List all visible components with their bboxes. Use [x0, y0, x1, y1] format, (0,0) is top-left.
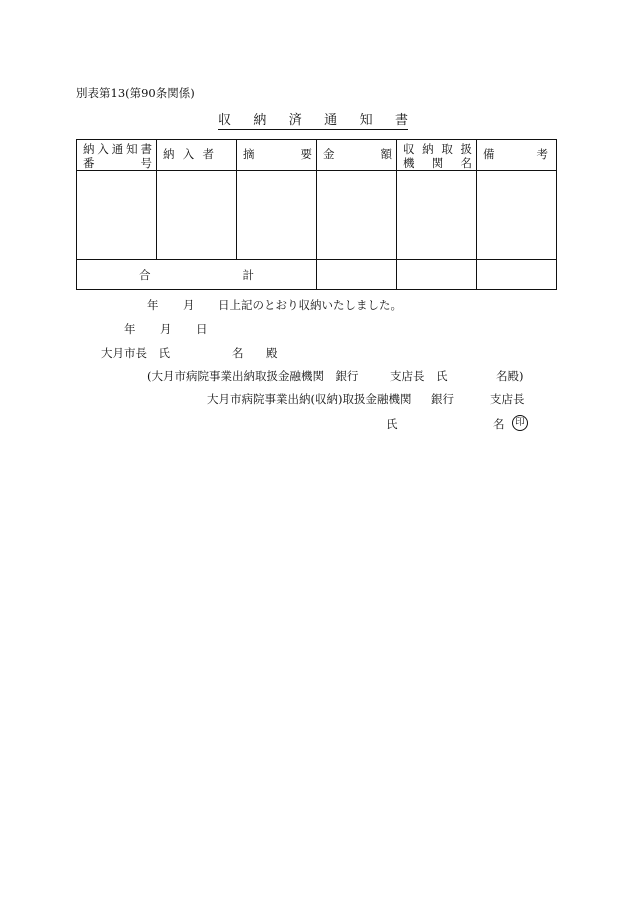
honorific-label: 殿: [266, 346, 278, 360]
title-char: 知: [359, 113, 373, 128]
cell-amount[interactable]: [317, 171, 397, 260]
branch-manager-label: 支店長 氏: [390, 369, 448, 383]
cell-total-amount[interactable]: [317, 260, 397, 290]
title-char: 書: [394, 113, 408, 128]
document-title: [218, 113, 408, 130]
mayor-label: 大月市長 氏: [101, 346, 170, 360]
cell-total-institution[interactable]: [397, 260, 477, 290]
header-receiving-institution: 収 納 取 扱 機 関 名: [397, 140, 477, 171]
header-summary: 摘 要: [237, 140, 317, 171]
statement-text: 日上記のとおり収納いたしました。: [218, 298, 402, 312]
header-payer: 納 入 者: [157, 140, 237, 171]
name-label: 名: [232, 346, 244, 360]
header-notice-number: 納 入 通 知 書 番 号: [77, 140, 157, 171]
seal-icon: 印: [512, 415, 528, 431]
given-name-label: 名: [493, 417, 505, 431]
table-row: [77, 171, 557, 260]
bank-institution-label: (大月市病院事業出納取扱金融機関 銀行: [147, 369, 359, 383]
issuer-institution-label: 大月市病院事業出納(収納)取扱金融機関: [207, 392, 412, 406]
notice-table: [76, 139, 557, 290]
cell-total-remarks[interactable]: [477, 260, 557, 290]
cell-notice-number[interactable]: [77, 171, 157, 260]
cell-payer[interactable]: [157, 171, 237, 260]
day-label: 日: [196, 322, 208, 336]
cell-remarks[interactable]: [477, 171, 557, 260]
name-honorific-label: 名殿): [496, 369, 524, 383]
total-label-cell: 合 計: [77, 260, 317, 290]
cell-summary[interactable]: [237, 171, 317, 260]
branch-manager-label: 支店長: [490, 392, 525, 406]
title-char: 収: [218, 113, 232, 128]
bank-label: 銀行: [431, 392, 454, 406]
month-label: 月: [183, 298, 195, 312]
title-char: 納: [253, 113, 267, 128]
header-remarks: 備 考: [477, 140, 557, 171]
title-char: 通: [324, 113, 338, 128]
table-header-row: [77, 140, 557, 171]
month-label: 月: [160, 322, 172, 336]
total-row: [77, 260, 557, 290]
title-char: 済: [288, 113, 302, 128]
reference-label: 別表第13(第90条関係): [76, 86, 195, 100]
cell-receiving-institution[interactable]: [397, 171, 477, 260]
year-label: 年: [124, 322, 136, 336]
surname-label: 氏: [386, 417, 398, 431]
year-label: 年: [147, 298, 159, 312]
header-amount: 金 額: [317, 140, 397, 171]
